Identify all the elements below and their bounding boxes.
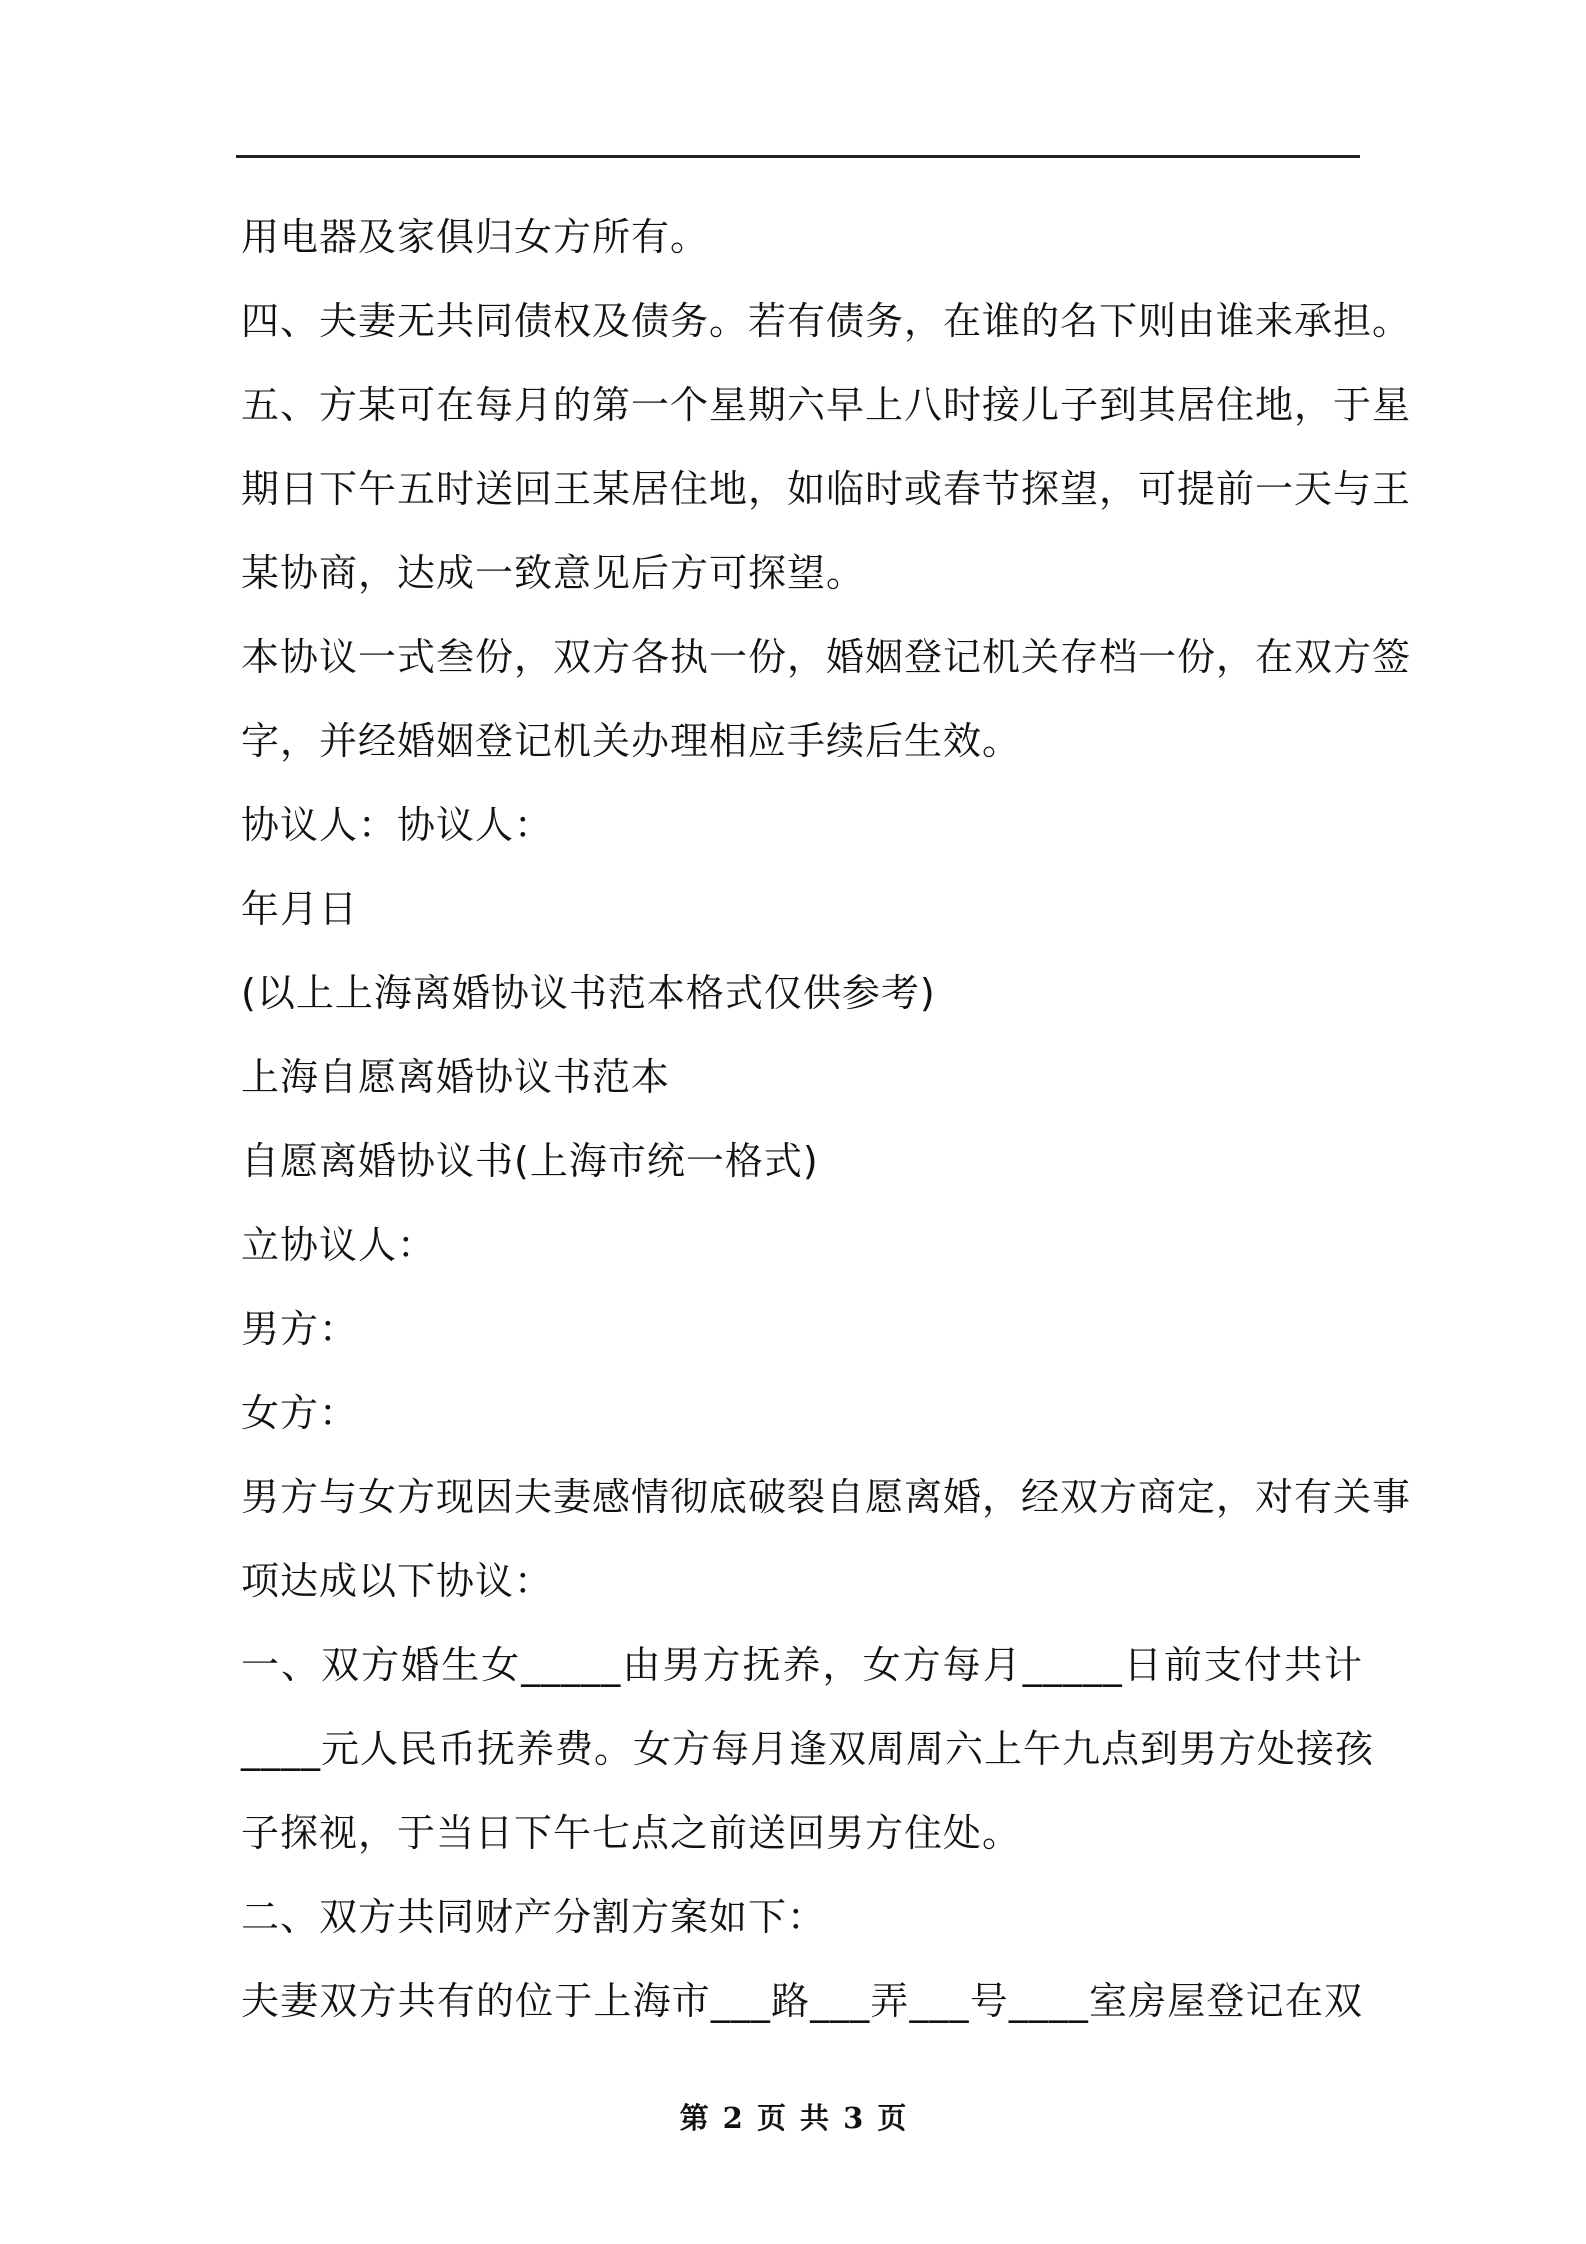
text-line: 字，并经婚姻登记机关办理相应手续后生效。 xyxy=(241,719,1022,763)
document-title: 自愿离婚协议书(上海市统一格式) xyxy=(241,1139,819,1183)
text-line: 用电器及家俱归女方所有。 xyxy=(241,215,710,259)
text-line: 期日下午五时送回王某居住地，如临时或春节探望，可提前一天与王 xyxy=(241,467,1412,511)
header-rule xyxy=(236,155,1360,158)
date-line: 年月日 xyxy=(241,887,359,931)
female-party-label: 女方： xyxy=(241,1391,359,1435)
section-title: 上海自愿离婚协议书范本 xyxy=(241,1055,671,1099)
text-line: 子探视，于当日下午七点之前送回男方住处。 xyxy=(241,1811,1022,1855)
text-line: 某协商，达成一致意见后方可探望。 xyxy=(241,551,866,595)
text-line: 五、方某可在每月的第一个星期六早上八时接儿子到其居住地，于星 xyxy=(241,383,1412,427)
text-line: 二、双方共同财产分割方案如下： xyxy=(241,1895,827,1939)
signature-line: 协议人：协议人： xyxy=(241,803,554,847)
male-party-label: 男方： xyxy=(241,1307,359,1351)
note-line: (以上上海离婚协议书范本格式仅供参考) xyxy=(241,971,936,1015)
party-label: 立协议人： xyxy=(241,1223,437,1267)
text-line: 夫妻双方共有的位于上海市___路___弄___号____室房屋登记在双 xyxy=(241,1979,1363,2023)
text-line: ____元人民币抚养费。女方每月逢双周周六上午九点到男方处接孩 xyxy=(241,1727,1375,1771)
text-line: 项达成以下协议： xyxy=(241,1559,554,1603)
text-line: 四、夫妻无共同债权及债务。若有债务，在谁的名下则由谁来承担。 xyxy=(241,299,1412,343)
text-line: 本协议一式叁份，双方各执一份，婚姻登记机关存档一份，在双方签 xyxy=(241,635,1412,679)
text-line: 男方与女方现因夫妻感情彻底破裂自愿离婚，经双方商定，对有关事 xyxy=(241,1475,1412,1519)
text-line: 一、双方婚生女_____由男方抚养，女方每月_____日前支付共计 xyxy=(241,1643,1363,1687)
page-number: 第 2 页 共 3 页 xyxy=(679,2101,907,2135)
document-body xyxy=(241,195,1412,2043)
